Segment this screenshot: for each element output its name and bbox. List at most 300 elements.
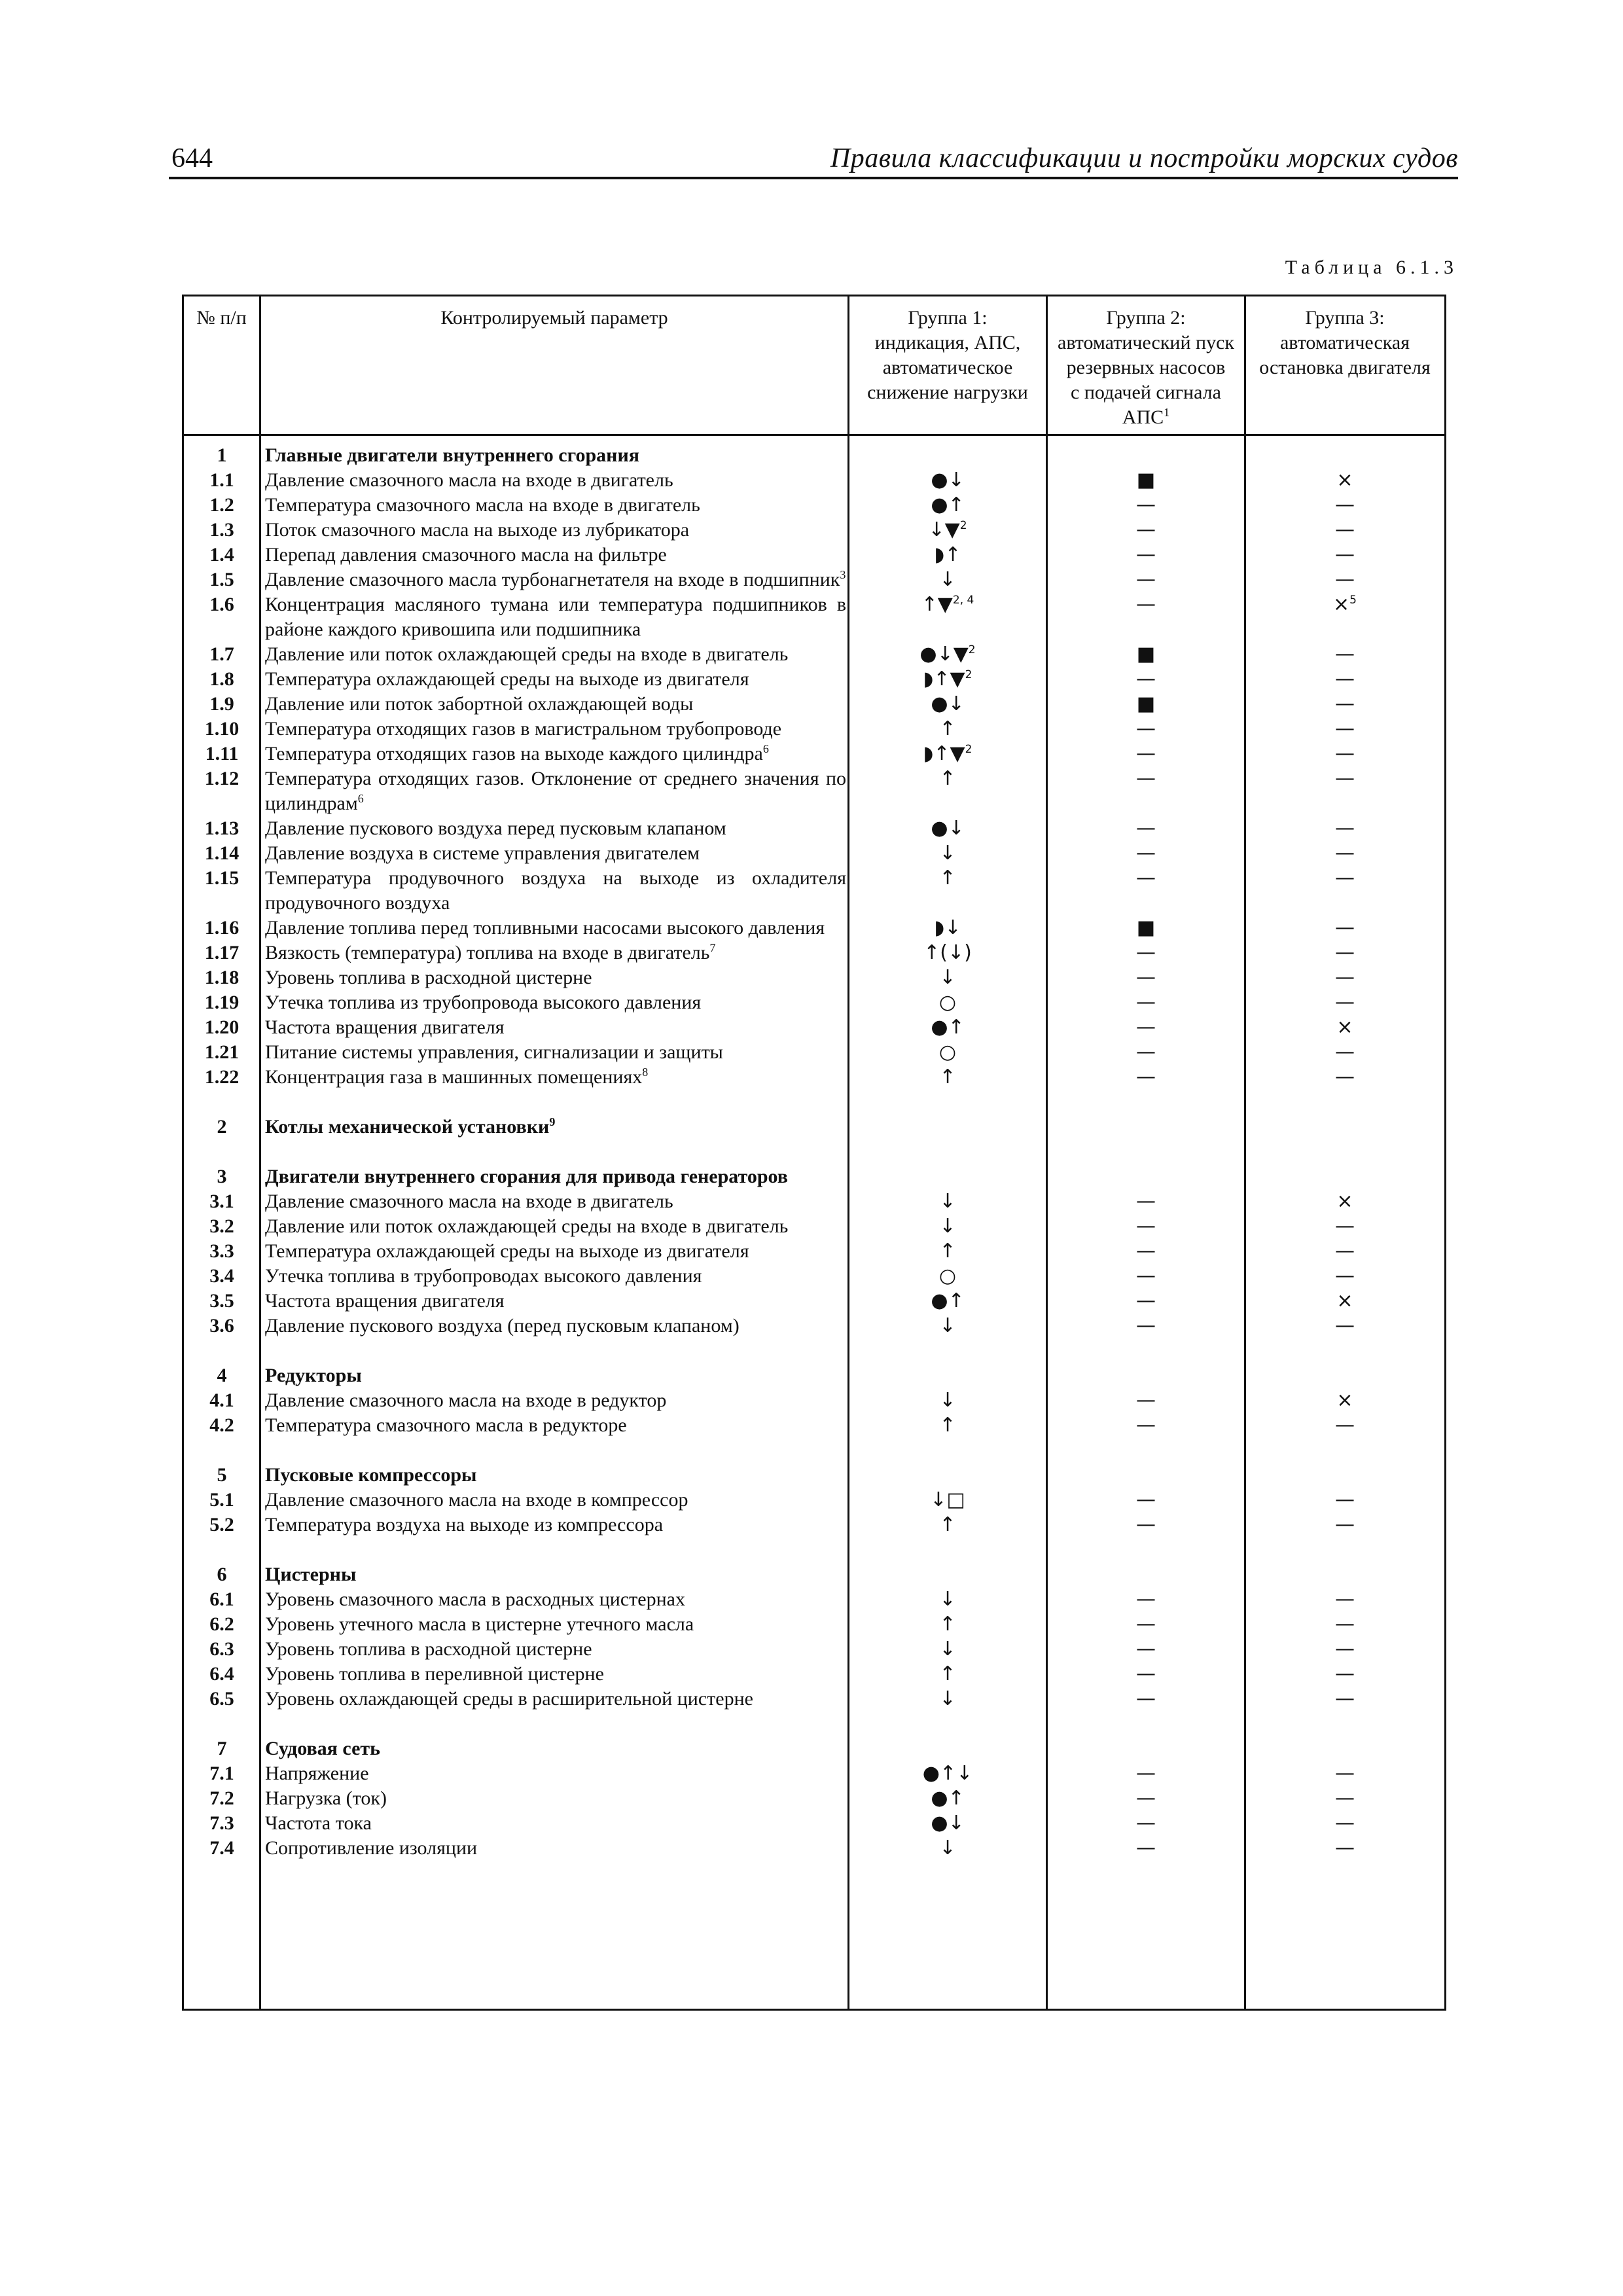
group1-symbols: ◗↓: [934, 916, 961, 939]
group1-cell: [849, 742, 1046, 766]
group1-cell: [849, 866, 1046, 891]
parameter-text: Котлы механической установки: [265, 1116, 550, 1138]
group1-cell: [849, 1786, 1046, 1811]
group1-symbols: ↑: [939, 1240, 956, 1263]
group1-cell: [849, 1513, 1046, 1537]
group2-cell: —: [1136, 966, 1156, 989]
group3-cell: [1246, 1040, 1444, 1065]
group2-cell: —: [1136, 1638, 1156, 1660]
column-header-group3: [1246, 306, 1444, 380]
group1-cell: [849, 1264, 1046, 1289]
group1-cell: [849, 916, 1046, 941]
table-row: [184, 1065, 1444, 1090]
group1-symbols: ↓: [939, 1837, 956, 1859]
group1-cell: [849, 518, 1046, 543]
parameter-text: Двигатели внутреннего сгорания для привода генераторов: [265, 1166, 788, 1187]
group1-symbols: ↓: [939, 1314, 956, 1337]
parameter-cell: [265, 1214, 846, 1239]
parameter-cell: [265, 1314, 846, 1338]
group1-symbols: ↓□: [930, 1488, 965, 1511]
group1-cell: [849, 493, 1046, 518]
group1-symbols: ↑: [939, 1066, 956, 1088]
group3-symbols: —: [1335, 518, 1355, 541]
table-row: [184, 692, 1444, 717]
group3-cell: [1246, 592, 1444, 617]
parameter-cell: [265, 816, 846, 841]
group1-symbols: ◗↑: [934, 543, 961, 566]
parameter-text: Температура охлаждающей среды на выходе из двигателя: [265, 668, 749, 690]
group1-cell: [849, 1761, 1046, 1786]
group3-symbols: —: [1335, 817, 1355, 840]
section-row: [184, 1363, 1444, 1388]
row-number: 6.3: [209, 1638, 234, 1660]
group2-cell: —: [1136, 568, 1156, 591]
parameter-text: Давление топлива перед топливными насосами высокого давления: [265, 917, 825, 939]
group1-cell: [849, 766, 1046, 791]
row-number: 1.12: [204, 768, 240, 789]
row-number: 1.13: [204, 817, 240, 839]
group3-symbols: ×: [1333, 593, 1350, 616]
section-row: [184, 443, 1444, 468]
row-number: 1.19: [204, 992, 240, 1013]
row-number: 6.4: [209, 1663, 234, 1685]
footnote-mark: 8: [642, 1066, 649, 1079]
parameter-text: Давление смазочного масла турбонагнетателя на входе в подшипник: [265, 569, 840, 590]
parameter-cell: [265, 1811, 846, 1836]
group3-symbols: —: [1335, 767, 1355, 790]
parameter-text: Питание системы управления, сигнализации и защиты: [265, 1041, 723, 1063]
table-row: [184, 766, 1444, 816]
group1-symbols: ↓: [939, 1389, 956, 1412]
group3-symbols: —: [1335, 493, 1355, 516]
parameter-text: Давление пускового воздуха (перед пусковым клапаном): [265, 1315, 740, 1336]
parameter-text: Температура охлаждающей среды на выходе из двигателя: [265, 1240, 749, 1262]
table-row: [184, 1239, 1444, 1264]
table-row: [184, 841, 1444, 866]
parameter-text: Температура отходящих газов на выходе каждого цилиндра: [265, 743, 763, 764]
group3-symbols: —: [1335, 692, 1355, 715]
group3-symbols: —: [1335, 1066, 1355, 1088]
parameter-cell: [265, 1488, 846, 1513]
parameter-text: Напряжение: [265, 1763, 369, 1784]
group1-cell: [849, 667, 1046, 692]
parameter-cell: [265, 990, 846, 1015]
group1-line: автоматическое: [882, 357, 1013, 378]
group3-symbols: —: [1335, 568, 1355, 591]
parameter-cell: [265, 592, 846, 642]
group1-cell: [849, 816, 1046, 841]
row-number: 1.21: [204, 1041, 240, 1063]
table-row: [184, 1637, 1444, 1662]
column-header-group1: [849, 306, 1046, 405]
group1-symbols: ↓: [939, 1687, 956, 1710]
group1-symbols: ○: [938, 1265, 957, 1287]
table-row: [184, 816, 1444, 841]
group3-symbols: —: [1335, 916, 1355, 939]
parameter-cell: [265, 1463, 846, 1488]
table-row: [184, 1214, 1444, 1239]
group1-cell: [849, 1388, 1046, 1413]
group3-symbols: —: [1335, 1240, 1355, 1263]
group1-symbols: ↑: [939, 717, 956, 740]
group3-symbols: —: [1335, 842, 1355, 865]
group1-symbols: ◗↑▼: [923, 742, 965, 765]
parameter-cell: [265, 766, 846, 816]
group3-symbols: —: [1335, 1314, 1355, 1337]
group2-line-text: АПС: [1122, 406, 1164, 428]
parameter-cell: [265, 1761, 846, 1786]
group3-symbols: —: [1335, 867, 1355, 889]
row-number: 1.10: [204, 718, 240, 740]
group3-cell: [1246, 1214, 1444, 1239]
table-row: [184, 642, 1444, 667]
page-number: 644: [171, 143, 213, 173]
group1-symbols: ●↓: [931, 817, 965, 840]
group1-cell: [849, 592, 1046, 617]
table-row: [184, 1488, 1444, 1513]
group3-line: Группа 3:: [1305, 307, 1385, 329]
group2-cell: —: [1136, 1488, 1156, 1511]
group3-symbols: —: [1335, 1787, 1355, 1810]
parameter-text: Пусковые компрессоры: [265, 1464, 477, 1486]
group2-cell: —: [1136, 1812, 1156, 1835]
group3-symbols: ×: [1336, 1389, 1353, 1412]
group1-symbols: ↑: [939, 1513, 956, 1536]
parameter-cell: [265, 1040, 846, 1065]
row-number: 3.5: [209, 1290, 234, 1312]
row-number: 5: [217, 1464, 227, 1486]
section-row: [184, 1164, 1444, 1189]
group3-cell: [1246, 1189, 1444, 1214]
footnote-mark: 7: [709, 941, 716, 954]
row-number: 1.11: [205, 743, 239, 764]
group1-cell: [849, 941, 1046, 965]
group3-symbols: —: [1335, 1812, 1355, 1835]
group1-symbols: ●↓: [931, 692, 965, 715]
group3-symbols: —: [1335, 668, 1355, 691]
parameter-text: Главные двигатели внутреннего сгорания: [265, 444, 639, 466]
table-row: [184, 543, 1444, 567]
parameter-text: Уровень топлива в переливной цистерне: [265, 1663, 604, 1685]
row-number: 3.3: [209, 1240, 234, 1262]
table-row: [184, 592, 1444, 642]
parameter-text: Утечка топлива из трубопровода высокого давления: [265, 992, 702, 1013]
table-row: [184, 1811, 1444, 1836]
column-header-param: Контролируемый параметр: [440, 307, 668, 329]
group1-cell: [849, 1687, 1046, 1712]
row-number: 6.5: [209, 1688, 234, 1710]
group1-symbols: ↑: [939, 1414, 956, 1437]
group1-line: снижение нагрузки: [867, 382, 1028, 403]
parameter-cell: [265, 468, 846, 493]
group1-symbols: ↓: [939, 1190, 956, 1213]
group2-cell: —: [1136, 1265, 1156, 1287]
row-number: 7: [217, 1738, 227, 1759]
group2-cell: —: [1136, 867, 1156, 889]
group3-cell: [1246, 1015, 1444, 1040]
group2-cell: —: [1136, 991, 1156, 1014]
section-row: [184, 1736, 1444, 1761]
group3-cell: [1246, 1811, 1444, 1836]
group1-cell: [849, 642, 1046, 667]
row-number: 3.2: [209, 1215, 234, 1237]
row-spacer: [184, 1537, 1444, 1562]
group1-cell: [849, 1836, 1046, 1861]
group3-symbols: —: [1335, 1837, 1355, 1859]
group1-cell: [849, 1413, 1046, 1438]
group3-cell: [1246, 1289, 1444, 1314]
table-row: [184, 1388, 1444, 1413]
group3-cell: [1246, 1761, 1444, 1786]
footnote-mark: 3: [840, 568, 846, 581]
group2-cell: —: [1136, 1190, 1156, 1213]
row-number: 1: [217, 444, 227, 466]
table-row: [184, 866, 1444, 916]
group2-cell: —: [1136, 1016, 1156, 1039]
parameter-cell: [265, 1115, 846, 1139]
parameter-cell: [265, 1736, 846, 1761]
group3-cell: [1246, 1786, 1444, 1811]
group1-cell: [849, 1040, 1046, 1065]
parameter-cell: [265, 866, 846, 916]
row-spacer: [184, 1712, 1444, 1736]
parameter-text: Утечка топлива в трубопроводах высокого давления: [265, 1265, 702, 1287]
parameter-cell: [265, 1513, 846, 1537]
row-number: 3: [217, 1166, 227, 1187]
section-row: [184, 1463, 1444, 1488]
group1-symbols: ↑▼: [921, 593, 953, 616]
row-number: 1.7: [209, 643, 234, 665]
group1-cell: [849, 1587, 1046, 1612]
group2-cell: —: [1136, 1762, 1156, 1785]
table-row: [184, 468, 1444, 493]
row-number: 6.2: [209, 1613, 234, 1635]
group1-symbols: ●↓▼: [919, 643, 969, 666]
row-spacer: [184, 1090, 1444, 1115]
group1-symbols: ◗↑▼: [923, 668, 965, 691]
table-row: [184, 717, 1444, 742]
group3-cell: [1246, 1687, 1444, 1712]
parameter-text: Концентрация масляного тумана или температура подшипников в районе каждого кривошипа или подшипника: [265, 594, 846, 640]
row-number: 6.1: [209, 1588, 234, 1610]
group3-cell: [1246, 1314, 1444, 1338]
table-row: [184, 1786, 1444, 1811]
parameter-text: Уровень топлива в расходной цистерне: [265, 1638, 592, 1660]
group1-cell: [849, 1662, 1046, 1687]
footnote-mark: 2: [959, 519, 967, 532]
footnote-mark: 2: [965, 668, 972, 681]
group1-symbols: ●↓: [931, 469, 965, 492]
group3-symbols: —: [1335, 966, 1355, 989]
group1-symbols: ↑(↓): [923, 941, 972, 964]
parameter-cell: [265, 1662, 846, 1687]
row-number: 4.1: [209, 1390, 234, 1411]
parameter-cell: [265, 642, 846, 667]
table-row: [184, 1264, 1444, 1289]
group1-cell: [849, 1189, 1046, 1214]
row-number: 4.2: [209, 1414, 234, 1436]
parameter-text: Температура смазочного масла в редукторе: [265, 1414, 627, 1436]
group2-cell: ■: [1136, 916, 1156, 939]
group1-symbols: ↓: [939, 1215, 956, 1238]
group1-cell: [849, 1239, 1046, 1264]
group3-cell: [1246, 866, 1444, 891]
parameter-cell: [265, 493, 846, 518]
row-number: 4: [217, 1365, 227, 1386]
group3-symbols: —: [1335, 1762, 1355, 1785]
table-row: [184, 916, 1444, 941]
group3-symbols: —: [1335, 1414, 1355, 1437]
group3-line: автоматическая: [1279, 332, 1410, 353]
table-row: [184, 1662, 1444, 1687]
group2-cell: —: [1136, 1837, 1156, 1859]
parameter-text: Температура отходящих газов в магистральном трубопроводе: [265, 718, 782, 740]
group1-symbols: ↑: [939, 767, 956, 790]
table-row: [184, 567, 1444, 592]
group3-symbols: —: [1335, 1613, 1355, 1636]
group1-symbols: ●↑: [931, 1787, 965, 1810]
row-number: 1.9: [209, 693, 234, 715]
group2-cell: —: [1136, 817, 1156, 840]
parameter-cell: [265, 518, 846, 543]
group2-cell: —: [1136, 493, 1156, 516]
group3-cell: [1246, 990, 1444, 1015]
table-row: [184, 1015, 1444, 1040]
group2-cell: —: [1136, 941, 1156, 964]
footnote-mark: 6: [762, 742, 769, 755]
group3-cell: [1246, 965, 1444, 990]
group1-symbols: ↑: [939, 867, 956, 889]
group2-cell: —: [1136, 1389, 1156, 1412]
parameter-cell: [265, 667, 846, 692]
parameter-text: Температура воздуха на выходе из компрессора: [265, 1514, 664, 1535]
group3-symbols: —: [1335, 1041, 1355, 1064]
parameter-text: Давление воздуха в системе управления двигателем: [265, 842, 700, 864]
parameter-cell: [265, 1065, 846, 1090]
footnote-mark: 5: [1349, 594, 1357, 607]
parameter-text: Давление смазочного масла на входе в двигатель: [265, 469, 673, 491]
group1-cell: [849, 1314, 1046, 1338]
parameter-cell: [265, 1015, 846, 1040]
parameter-cell: [265, 1363, 846, 1388]
parameter-text: Вязкость (температура) топлива на входе в двигатель: [265, 942, 710, 963]
group3-cell: [1246, 816, 1444, 841]
parameter-text: Давление или поток охлаждающей среды на входе в двигатель: [265, 643, 789, 665]
parameter-cell: [265, 742, 846, 766]
group2-cell: —: [1136, 1662, 1156, 1685]
row-spacer: [184, 1438, 1444, 1463]
row-number: 3.1: [209, 1191, 234, 1212]
group3-cell: [1246, 518, 1444, 543]
parameter-cell: [265, 1164, 846, 1189]
group1-symbols: ●↑: [931, 493, 965, 516]
row-number: 1.15: [204, 867, 240, 889]
group3-cell: [1246, 1239, 1444, 1264]
table-row: [184, 941, 1444, 965]
row-number: 3.6: [209, 1315, 234, 1336]
parameter-cell: [265, 965, 846, 990]
group2-cell: —: [1136, 1687, 1156, 1710]
row-number: 7.3: [209, 1812, 234, 1834]
group1-line: индикация, АПС,: [874, 332, 1021, 353]
group1-cell: [849, 1015, 1046, 1040]
row-number: 1.4: [209, 544, 234, 565]
parameter-cell: [265, 1612, 846, 1637]
group2-cell: —: [1136, 593, 1156, 616]
parameter-text: Перепад давления смазочного масла на фильтре: [265, 544, 667, 565]
group1-cell: [849, 717, 1046, 742]
row-number: 2: [217, 1116, 227, 1138]
row-number: 1.1: [209, 469, 234, 491]
group2-cell: —: [1136, 842, 1156, 865]
group2-cell: —: [1136, 1215, 1156, 1238]
group1-cell: [849, 1637, 1046, 1662]
group1-symbols: ↑: [939, 1662, 956, 1685]
group3-line: остановка двигателя: [1259, 357, 1431, 378]
group2-cell: —: [1136, 1240, 1156, 1263]
group3-symbols: ×: [1336, 1190, 1353, 1213]
group2-line: [1048, 405, 1244, 430]
parameter-text: Уровень утечного масла в цистерне утечного масла: [265, 1613, 694, 1635]
group2-line: Группа 2:: [1106, 307, 1186, 329]
parameter-text: Давление смазочного масла на входе в редуктор: [265, 1390, 667, 1411]
table-row: [184, 1687, 1444, 1712]
parameter-cell: [265, 1637, 846, 1662]
parameter-text: Поток смазочного масла на выходе из лубрикатора: [265, 519, 690, 541]
group3-symbols: —: [1335, 1265, 1355, 1287]
group3-symbols: —: [1335, 742, 1355, 765]
parameter-text: Сопротивление изоляции: [265, 1837, 478, 1859]
parameter-cell: [265, 717, 846, 742]
group3-cell: [1246, 642, 1444, 667]
table-row: [184, 1040, 1444, 1065]
parameter-text: Температура продувочного воздуха на выходе из охладителя продувочного воздуха: [265, 867, 846, 914]
table-row: [184, 1761, 1444, 1786]
group2-cell: —: [1136, 1414, 1156, 1437]
group3-cell: [1246, 717, 1444, 742]
group1-cell: [849, 1811, 1046, 1836]
parameter-text: Давление или поток охлаждающей среды на входе в двигатель: [265, 1215, 789, 1237]
parameter-text: Нагрузка (ток): [265, 1787, 387, 1809]
parameter-text: Уровень топлива в расходной цистерне: [265, 967, 592, 988]
parameter-cell: [265, 1189, 846, 1214]
group3-cell: [1246, 667, 1444, 692]
parameter-cell: [265, 543, 846, 567]
group3-cell: [1246, 1637, 1444, 1662]
parameter-text: Уровень смазочного масла в расходных цистернах: [265, 1588, 685, 1610]
group3-symbols: ×: [1336, 469, 1353, 492]
section-row: [184, 1562, 1444, 1587]
group2-cell: —: [1136, 668, 1156, 691]
table-row: [184, 1513, 1444, 1537]
parameter-cell: [265, 1264, 846, 1289]
table-row: [184, 1612, 1444, 1637]
row-number: 1.5: [209, 569, 234, 590]
group2-cell: —: [1136, 1513, 1156, 1536]
parameter-cell: [265, 1289, 846, 1314]
group1-cell: [849, 1065, 1046, 1090]
monitored-parameters-table: [182, 295, 1446, 2011]
table-row: [184, 1314, 1444, 1338]
table-body: [184, 443, 1444, 1861]
group3-cell: [1246, 1612, 1444, 1637]
group1-symbols: ↓: [939, 842, 956, 865]
group2-cell: —: [1136, 717, 1156, 740]
parameter-text: Частота тока: [265, 1812, 372, 1834]
parameter-text: Давление смазочного масла на входе в двигатель: [265, 1191, 673, 1212]
group2-cell: —: [1136, 1787, 1156, 1810]
parameter-text: Частота вращения двигателя: [265, 1016, 505, 1038]
